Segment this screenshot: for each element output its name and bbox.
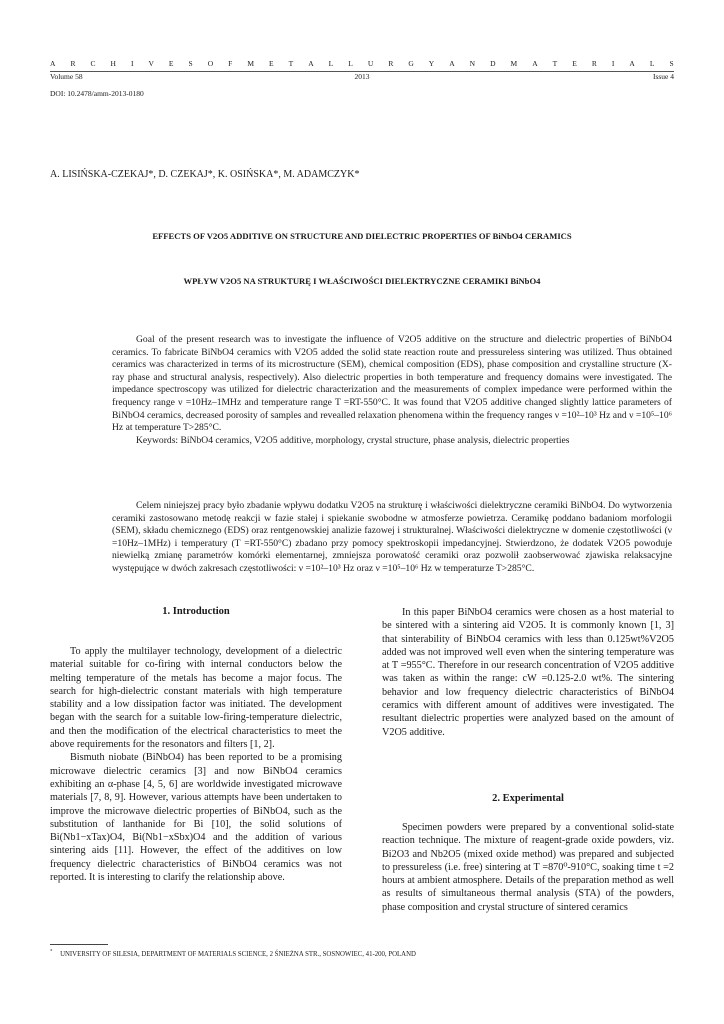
abstract-en xyxy=(112,334,672,447)
paragraph: In this paper BiNbO4 ceramics were chosen as a host material to be sintered with a sintering aid V2O5. It is commonly known [1, 3] that sinterability of BiNbO4 ceramics with less than 0.125wt%V2O5 added was not improved well even when the sintering temperature was at T =955°C. Therefore in our research concentration of V2O5 additive was taken as within the range: cW =0.125-2.0 wt%. The sintering behavior and low frequency dielectric characteristics of BiNbO4 ceramics with different amount of additives were investigated. The resultant dielectric properties were analyzed based on the amount of V2O5 additive. xyxy=(382,607,674,738)
abstract-en-text: Goal of the present research was to investigate the influence of V2O5 additive on the structure and dielectric properties of BiNbO4 ceramics. To fabricate BiNbO4 ceramics with V2O5 added the solid state reaction route and pressureless sintering was utilized. Thus obtained ceramics was characterized in terms of its microstructure (SEM), chemical composition (EDS), phase composition and crystalline structure (X-ray phase and structural analysis, respectively). Also dielectric properties in both temperature and frequency domains were investigated. The impedance spectroscopy was utilized for dielectric characterization and the measurements of complex impedance were performed within the frequency range ν =10Hz–1MHz and temperature range T =RT-550°C. It was found that V2O5 additive changed slightly lattice parameters of BiNbO4 ceramics, decreased porosity of samples and revealled relaxation phenomena within the frequency ranges ν =10²–10³ Hz and ν =10⁵–10⁶ Hz at temperature T>285°C. xyxy=(112,334,672,434)
title-pl: WPŁYW V2O5 NA STRUKTURĘ I WŁAŚCIWOŚCI DIELEKTRYCZNE CERAMIKI BiNbO4 xyxy=(183,276,541,286)
footnote-mark: * xyxy=(50,949,53,955)
journal-letter: A xyxy=(449,59,455,68)
abstract-pl-text: Celem niniejszej pracy było zbadanie wpływu dodatku V2O5 na strukturę i właściwości dielektryczne ceramiki BiNbO4. Do wytworzenia ceramiki zastosowano metodę reakcji w fazie stałej i spiekanie swobodne w atmosferze powietrza. Ceramikę poddano badaniom morfologii (SEM), składu chemicznego (EDS) oraz rentgenowskiej analizie fazowej i strukturalnej. Właściwości dielektryczne w domenie częstotliwości (ν =10Hz–1MHz) i temperatury (T =RT-550°C) zbadano przy pomocy spektroskopii impedancyjnej. Stwierdzono, że dodatek V2O5 powoduje niewielką zmianę parametrów komórki elementarnej, zmniejsza porowatość ceramiki oraz pozwolił zaobserwować zjawiska relaksacyjne występujące w dwóch zakresach częstotliwości: ν =10²–10³ Hz oraz ν =10⁵–10⁶ Hz w temperaturze T>285°C. xyxy=(112,500,672,574)
issue-meta xyxy=(50,72,674,81)
journal-letter: R xyxy=(70,59,76,68)
journal-letter: E xyxy=(269,59,274,68)
right-column-cont xyxy=(382,821,674,914)
journal-letter: S xyxy=(669,59,674,68)
journal-letter: D xyxy=(490,59,496,68)
year: 2013 xyxy=(354,72,370,81)
doi: DOI: 10.2478/amm-2013-0180 xyxy=(50,89,144,98)
authors: A. LISIŃSKA-CZEKAJ*, D. CZEKAJ*, K. OSIŃSKA*, M. ADAMCZYK* xyxy=(50,169,360,180)
keywords: Keywords: BiNbO4 ceramics, V2O5 additive, morphology, crystal structure, phase analysis, dielectric properties xyxy=(136,434,570,446)
left-column xyxy=(50,645,342,884)
journal-letter: L xyxy=(328,59,334,68)
journal-letter: I xyxy=(611,59,615,68)
paragraph: Specimen powders were prepared by a conventional solid-state reaction technique. The mixture of reagent-grade oxide powders, viz. Bi2O3 and Nb2O5 (mixed oxide method) was prepared and subjected to pressureless (i.e. free) sintering at T =870⁰-910°C, soaking time t =2 hours at ambient atmosphere. Details of the preparation method as well as results of simultaneous thermal analysis (STA) of the powders, phase composition and crystal structure of sintered ceramics xyxy=(382,822,674,913)
abstract-pl xyxy=(112,500,672,576)
right-column xyxy=(382,606,674,739)
journal-letter: F xyxy=(228,59,233,68)
journal-name xyxy=(50,59,674,68)
journal-letter: N xyxy=(469,59,476,68)
journal-letter: C xyxy=(90,59,96,68)
journal-letter: Y xyxy=(428,59,435,68)
journal-letter: E xyxy=(572,59,577,68)
journal-letter: H xyxy=(110,59,116,68)
journal-letter: L xyxy=(348,59,353,68)
journal-letter: O xyxy=(207,59,214,68)
journal-letter: G xyxy=(408,59,414,68)
journal-letter: V xyxy=(148,59,154,68)
paragraph: To apply the multilayer technology, development of a dielectric material suitable for co-firing with internal conductors below the melting temperature of the metals has become a major focus. The search for high-dielectric constant materials with high temperature stability and a low dissipation factor was initiated. The development began with the search for a suitable low-firing-temperature dielectric, and then the modification of the electrical characteristics to meet the above requirements for the resonators and filters [1, 2]. xyxy=(50,646,342,751)
journal-letter: T xyxy=(288,59,294,68)
journal-letter: T xyxy=(552,59,558,68)
journal-letter: A xyxy=(308,59,314,68)
journal-letter: M xyxy=(247,59,254,68)
journal-letter: A xyxy=(629,59,635,68)
journal-letter: E xyxy=(168,59,174,68)
journal-letter: A xyxy=(50,59,56,68)
footnote xyxy=(50,951,416,958)
title-en: EFFECTS OF V2O5 ADDITIVE ON STRUCTURE AND DIELECTRIC PROPERTIES OF BiNbO4 CERAMICS xyxy=(152,231,572,241)
footnote-rule xyxy=(50,944,108,945)
paragraph: Bismuth niobate (BiNbO4) has been reported to be a promising microwave dielectric ceramics [3] and now BiNbO4 ceramics exhibiting an α-phase [4, 5, 6] are worldwide investigated microwave materials [7, 8, 9]. However, various attempts have been undertaken to improve the microwave dielectric properties of BiNbO4, such as the substitution of lanthanide for Bi [10], the solid solutions of Bi(Nb1−xTax)O4, Bi(Nb1−xSbx)O4 and the addition of various sintering aids [11]. However, the effect of the additives on low frequency dielectric characteristics of BiNbO4 ceramics was not reported. It is interesting to clarify the relationship above. xyxy=(50,752,342,884)
volume: Volume 58 xyxy=(50,72,83,81)
journal-letter: I xyxy=(130,59,134,68)
section-heading-introduction: 1. Introduction xyxy=(162,606,230,617)
journal-letter: A xyxy=(532,59,538,68)
journal-letter: S xyxy=(188,59,193,68)
journal-letter: U xyxy=(367,59,374,68)
footnote-text: UNIVERSITY OF SILESIA, DEPARTMENT OF MATERIALS SCIENCE, 2 ŚNIEŻNA STR., SOSNOWIEC, 41-200, POLAND xyxy=(60,951,416,958)
journal-letter: M xyxy=(510,59,518,68)
journal-letter: R xyxy=(388,59,394,68)
journal-letter: L xyxy=(649,59,655,68)
issue: Issue 4 xyxy=(652,72,674,81)
section-heading-experimental: 2. Experimental xyxy=(492,793,564,804)
journal-letter: R xyxy=(591,59,597,68)
